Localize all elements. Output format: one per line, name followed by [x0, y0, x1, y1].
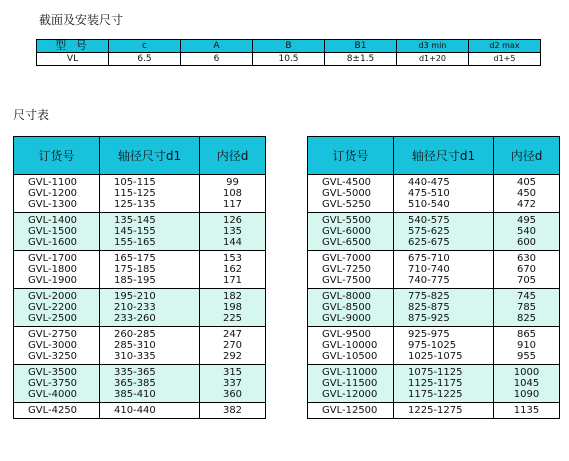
inner-diameter-cell: 1045	[494, 378, 560, 389]
order-number-cell: GVL-4500	[308, 175, 394, 189]
shaft-diameter-cell: 875-925	[394, 313, 494, 327]
order-number-cell: GVL-4250	[14, 403, 100, 419]
table-row	[14, 327, 266, 341]
order-number-cell: GVL-6000	[308, 226, 394, 237]
shaft-diameter-cell: 1025-1075	[394, 351, 494, 365]
inner-diameter-cell: 450	[494, 188, 560, 199]
table-row	[14, 226, 266, 237]
spec-value-b1: 8±1.5	[325, 53, 397, 66]
table-row	[14, 199, 266, 213]
order-number-cell: GVL-12000	[308, 389, 394, 403]
inner-diameter-cell: 1000	[494, 365, 560, 379]
table-row	[14, 175, 266, 189]
table-row	[308, 275, 560, 289]
order-number-cell: GVL-1100	[14, 175, 100, 189]
inner-diameter-cell: 540	[494, 226, 560, 237]
shaft-diameter-cell: 1125-1175	[394, 378, 494, 389]
table-row	[308, 188, 560, 199]
shaft-diameter-cell: 540-575	[394, 213, 494, 227]
order-number-cell: GVL-5000	[308, 188, 394, 199]
spec-header-model: 型 号	[37, 40, 109, 53]
table-row	[308, 327, 560, 341]
row-group	[14, 403, 266, 419]
order-number-cell: GVL-11000	[308, 365, 394, 379]
order-number-cell: GVL-7500	[308, 275, 394, 289]
table-row	[308, 226, 560, 237]
order-number-cell: GVL-1700	[14, 251, 100, 265]
table-row	[14, 213, 266, 227]
shaft-diameter-cell: 575-625	[394, 226, 494, 237]
shaft-diameter-cell: 825-875	[394, 302, 494, 313]
shaft-diameter-cell: 233-260	[100, 313, 200, 327]
table-row	[308, 289, 560, 303]
shaft-diameter-cell: 175-185	[100, 264, 200, 275]
shaft-diameter-cell: 1175-1225	[394, 389, 494, 403]
order-number-cell: GVL-2750	[14, 327, 100, 341]
inner-diameter-cell: 630	[494, 251, 560, 265]
table-row	[308, 378, 560, 389]
inner-diameter-cell: 705	[494, 275, 560, 289]
order-number-cell: GVL-4000	[14, 389, 100, 403]
shaft-diameter-cell: 1225-1275	[394, 403, 494, 419]
shaft-diameter-cell: 975-1025	[394, 340, 494, 351]
shaft-diameter-cell: 335-365	[100, 365, 200, 379]
table-row	[308, 213, 560, 227]
inner-diameter-cell: 162	[200, 264, 266, 275]
inner-diameter-cell: 315	[200, 365, 266, 379]
shaft-diameter-cell: 260-285	[100, 327, 200, 341]
order-number-cell: GVL-7250	[308, 264, 394, 275]
inner-diameter-cell: 135	[200, 226, 266, 237]
spec-value-model: VL	[37, 53, 109, 66]
shaft-diameter-cell: 710-740	[394, 264, 494, 275]
inner-diameter-cell: 337	[200, 378, 266, 389]
dimension-title: 尺寸表	[13, 108, 50, 122]
order-number-cell: GVL-1500	[14, 226, 100, 237]
row-group	[308, 175, 560, 213]
shaft-diameter-cell: 410-440	[100, 403, 200, 419]
shaft-diameter-cell: 145-155	[100, 226, 200, 237]
shaft-diameter-cell: 925-975	[394, 327, 494, 341]
spec-value-c: 6.5	[109, 53, 181, 66]
shaft-diameter-cell: 195-210	[100, 289, 200, 303]
spec-header-row	[37, 40, 541, 53]
header-order-number: 订货号	[308, 137, 394, 175]
order-number-cell: GVL-8000	[308, 289, 394, 303]
order-number-cell: GVL-10000	[308, 340, 394, 351]
inner-diameter-cell: 955	[494, 351, 560, 365]
order-number-cell: GVL-5250	[308, 199, 394, 213]
order-number-cell: GVL-1900	[14, 275, 100, 289]
inner-diameter-cell: 292	[200, 351, 266, 365]
header-shaft-diameter: 轴径尺寸d1	[394, 137, 494, 175]
order-number-cell: GVL-1400	[14, 213, 100, 227]
shaft-diameter-cell: 115-125	[100, 188, 200, 199]
spec-table	[36, 39, 541, 66]
inner-diameter-cell: 153	[200, 251, 266, 265]
order-number-cell: GVL-12500	[308, 403, 394, 419]
row-group	[308, 289, 560, 327]
inner-diameter-cell: 910	[494, 340, 560, 351]
header-shaft-diameter: 轴径尺寸d1	[100, 137, 200, 175]
inner-diameter-cell: 472	[494, 199, 560, 213]
shaft-diameter-cell: 775-825	[394, 289, 494, 303]
order-number-cell: GVL-3250	[14, 351, 100, 365]
table-row	[308, 403, 560, 419]
table-row	[308, 237, 560, 251]
table-row	[14, 264, 266, 275]
table-row	[14, 275, 266, 289]
spec-value-d2max: d1+5	[469, 53, 541, 66]
inner-diameter-cell: 1135	[494, 403, 560, 419]
order-number-cell: GVL-8500	[308, 302, 394, 313]
table-row	[14, 313, 266, 327]
row-group	[14, 251, 266, 289]
inner-diameter-cell: 382	[200, 403, 266, 419]
section-title: 截面及安装尺寸	[39, 13, 124, 27]
inner-diameter-cell: 270	[200, 340, 266, 351]
spec-value-b: 10.5	[253, 53, 325, 66]
shaft-diameter-cell: 365-385	[100, 378, 200, 389]
order-number-cell: GVL-2000	[14, 289, 100, 303]
spec-header-b1: B1	[325, 40, 397, 53]
table-row	[308, 251, 560, 265]
inner-diameter-cell: 108	[200, 188, 266, 199]
order-number-cell: GVL-1800	[14, 264, 100, 275]
row-group	[14, 327, 266, 365]
spec-header-a: A	[181, 40, 253, 53]
table-row	[308, 351, 560, 365]
spec-header-b: B	[253, 40, 325, 53]
shaft-diameter-cell: 510-540	[394, 199, 494, 213]
table-row	[14, 365, 266, 379]
inner-diameter-cell: 198	[200, 302, 266, 313]
shaft-diameter-cell: 675-710	[394, 251, 494, 265]
row-group	[308, 403, 560, 419]
header-order-number: 订货号	[14, 137, 100, 175]
inner-diameter-cell: 144	[200, 237, 266, 251]
spec-value-row	[37, 53, 541, 66]
row-group	[308, 327, 560, 365]
table-row	[14, 188, 266, 199]
row-group	[14, 213, 266, 251]
table-row	[308, 175, 560, 189]
header-inner-diameter: 内径d	[494, 137, 560, 175]
table-row	[308, 199, 560, 213]
row-group	[14, 289, 266, 327]
shaft-diameter-cell: 1075-1125	[394, 365, 494, 379]
inner-diameter-cell: 126	[200, 213, 266, 227]
table-row	[14, 340, 266, 351]
shaft-diameter-cell: 105-115	[100, 175, 200, 189]
inner-diameter-cell: 171	[200, 275, 266, 289]
spec-header-c: c	[109, 40, 181, 53]
inner-diameter-cell: 99	[200, 175, 266, 189]
table-row	[14, 378, 266, 389]
table-row	[308, 340, 560, 351]
shaft-diameter-cell: 440-475	[394, 175, 494, 189]
header-inner-diameter: 内径d	[200, 137, 266, 175]
inner-diameter-cell: 670	[494, 264, 560, 275]
shaft-diameter-cell: 165-175	[100, 251, 200, 265]
shaft-diameter-cell: 155-165	[100, 237, 200, 251]
order-number-cell: GVL-9500	[308, 327, 394, 341]
size-table-left	[13, 136, 266, 419]
order-number-cell: GVL-1200	[14, 188, 100, 199]
order-number-cell: GVL-1600	[14, 237, 100, 251]
row-group	[14, 175, 266, 213]
table-row	[14, 351, 266, 365]
table-row	[14, 403, 266, 419]
order-number-cell: GVL-10500	[308, 351, 394, 365]
order-number-cell: GVL-11500	[308, 378, 394, 389]
shaft-diameter-cell: 475-510	[394, 188, 494, 199]
table-row	[308, 264, 560, 275]
inner-diameter-cell: 405	[494, 175, 560, 189]
shaft-diameter-cell: 285-310	[100, 340, 200, 351]
row-group	[308, 213, 560, 251]
inner-diameter-cell: 600	[494, 237, 560, 251]
table-row	[14, 237, 266, 251]
table-row	[308, 302, 560, 313]
shaft-diameter-cell: 185-195	[100, 275, 200, 289]
order-number-cell: GVL-3000	[14, 340, 100, 351]
inner-diameter-cell: 182	[200, 289, 266, 303]
row-group	[308, 251, 560, 289]
order-number-cell: GVL-9000	[308, 313, 394, 327]
size-table-right	[307, 136, 560, 419]
order-number-cell: GVL-2200	[14, 302, 100, 313]
table-row	[14, 389, 266, 403]
table-row	[14, 251, 266, 265]
order-number-cell: GVL-5500	[308, 213, 394, 227]
table-row	[308, 389, 560, 403]
spec-value-d3min: d1+20	[397, 53, 469, 66]
row-group	[308, 365, 560, 403]
shaft-diameter-cell: 625-675	[394, 237, 494, 251]
order-number-cell: GVL-3500	[14, 365, 100, 379]
spec-value-a: 6	[181, 53, 253, 66]
shaft-diameter-cell: 385-410	[100, 389, 200, 403]
spec-header-d3min: d3 min	[397, 40, 469, 53]
order-number-cell: GVL-6500	[308, 237, 394, 251]
shaft-diameter-cell: 125-135	[100, 199, 200, 213]
table-row	[14, 289, 266, 303]
inner-diameter-cell: 865	[494, 327, 560, 341]
inner-diameter-cell: 745	[494, 289, 560, 303]
order-number-cell: GVL-3750	[14, 378, 100, 389]
table-row	[308, 365, 560, 379]
table-row	[14, 302, 266, 313]
inner-diameter-cell: 225	[200, 313, 266, 327]
size-header-row	[14, 137, 266, 175]
inner-diameter-cell: 360	[200, 389, 266, 403]
shaft-diameter-cell: 135-145	[100, 213, 200, 227]
spec-header-d2max: d2 max	[469, 40, 541, 53]
order-number-cell: GVL-2500	[14, 313, 100, 327]
inner-diameter-cell: 785	[494, 302, 560, 313]
inner-diameter-cell: 247	[200, 327, 266, 341]
table-row	[308, 313, 560, 327]
size-header-row	[308, 137, 560, 175]
inner-diameter-cell: 1090	[494, 389, 560, 403]
shaft-diameter-cell: 210-233	[100, 302, 200, 313]
shaft-diameter-cell: 310-335	[100, 351, 200, 365]
inner-diameter-cell: 117	[200, 199, 266, 213]
inner-diameter-cell: 495	[494, 213, 560, 227]
shaft-diameter-cell: 740-775	[394, 275, 494, 289]
order-number-cell: GVL-7000	[308, 251, 394, 265]
row-group	[14, 365, 266, 403]
inner-diameter-cell: 825	[494, 313, 560, 327]
order-number-cell: GVL-1300	[14, 199, 100, 213]
